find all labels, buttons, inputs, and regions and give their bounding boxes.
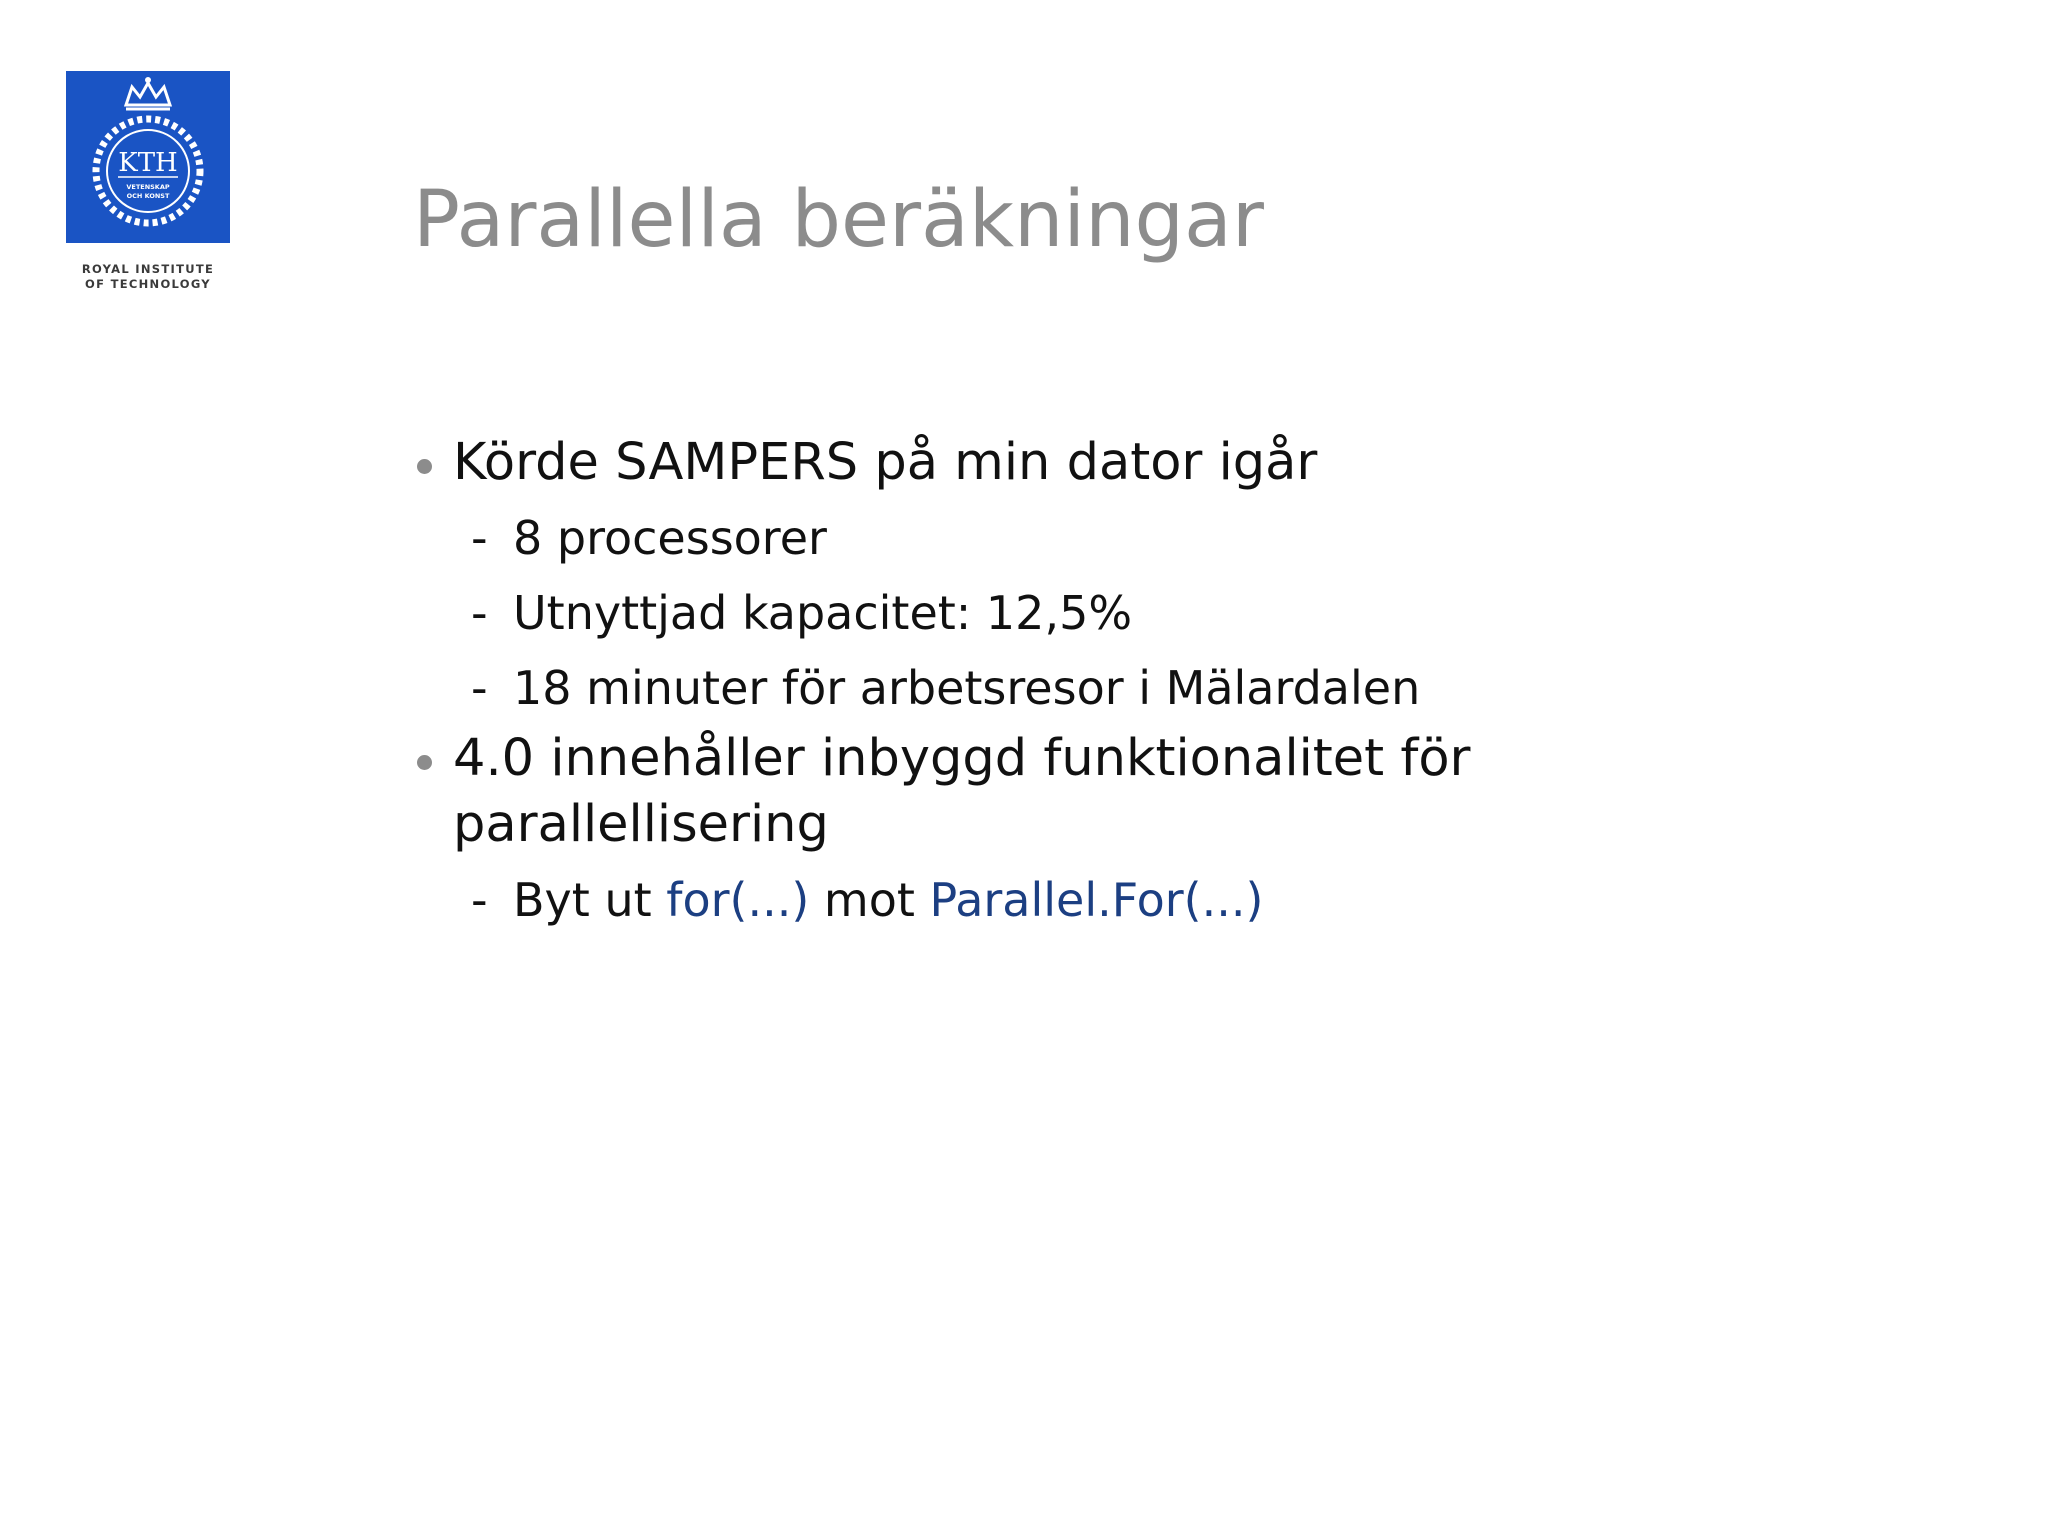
- sub-bullet-item: [413, 863, 1713, 938]
- dash-icon: -: [471, 873, 488, 927]
- svg-text:OCH KONST: OCH KONST: [126, 192, 170, 200]
- svg-text:VETENSKAP: VETENSKAP: [126, 183, 170, 191]
- bullet-dot-icon: [417, 459, 432, 474]
- dash-icon: -: [471, 511, 488, 565]
- bullet-item: [413, 430, 1713, 496]
- kth-crest-icon: [66, 71, 230, 243]
- sub-bullet-text: 18 minuter för arbetsresor i Mälardalen: [513, 661, 1421, 715]
- sub-bullet-prefix: Byt ut: [513, 873, 652, 927]
- slide-content: [413, 430, 1713, 938]
- bullet-text: Körde SAMPERS på min dator igår: [453, 433, 1318, 492]
- logo-caption-line1: ROYAL INSTITUTE: [81, 262, 215, 276]
- dash-icon: -: [471, 586, 488, 640]
- kth-logo-text: KTH: [118, 148, 178, 178]
- logo-caption: [66, 262, 230, 292]
- kth-logo: [66, 71, 230, 246]
- sub-bullet-text: Utnyttjad kapacitet: 12,5%: [513, 586, 1133, 640]
- sub-bullet-text: 8 processorer: [513, 511, 827, 565]
- bullet-dot-icon: [417, 755, 432, 770]
- dash-icon: -: [471, 661, 488, 715]
- logo-caption-line2: OF TECHNOLOGY: [85, 277, 211, 291]
- bullet-item: [413, 726, 1713, 858]
- bullet-text: 4.0 innehåller inbyggd funktionalitet för parallellisering: [453, 729, 1471, 854]
- sub-bullet-item: [413, 501, 1713, 576]
- code-for: for(...): [666, 873, 810, 927]
- slide-title: Parallella beräkningar: [413, 175, 1264, 265]
- sub-bullet-item: [413, 651, 1713, 726]
- sub-bullet-item: [413, 576, 1713, 651]
- sub-bullet-middle: mot: [823, 873, 915, 927]
- code-parallel-for: Parallel.For(...): [929, 873, 1264, 927]
